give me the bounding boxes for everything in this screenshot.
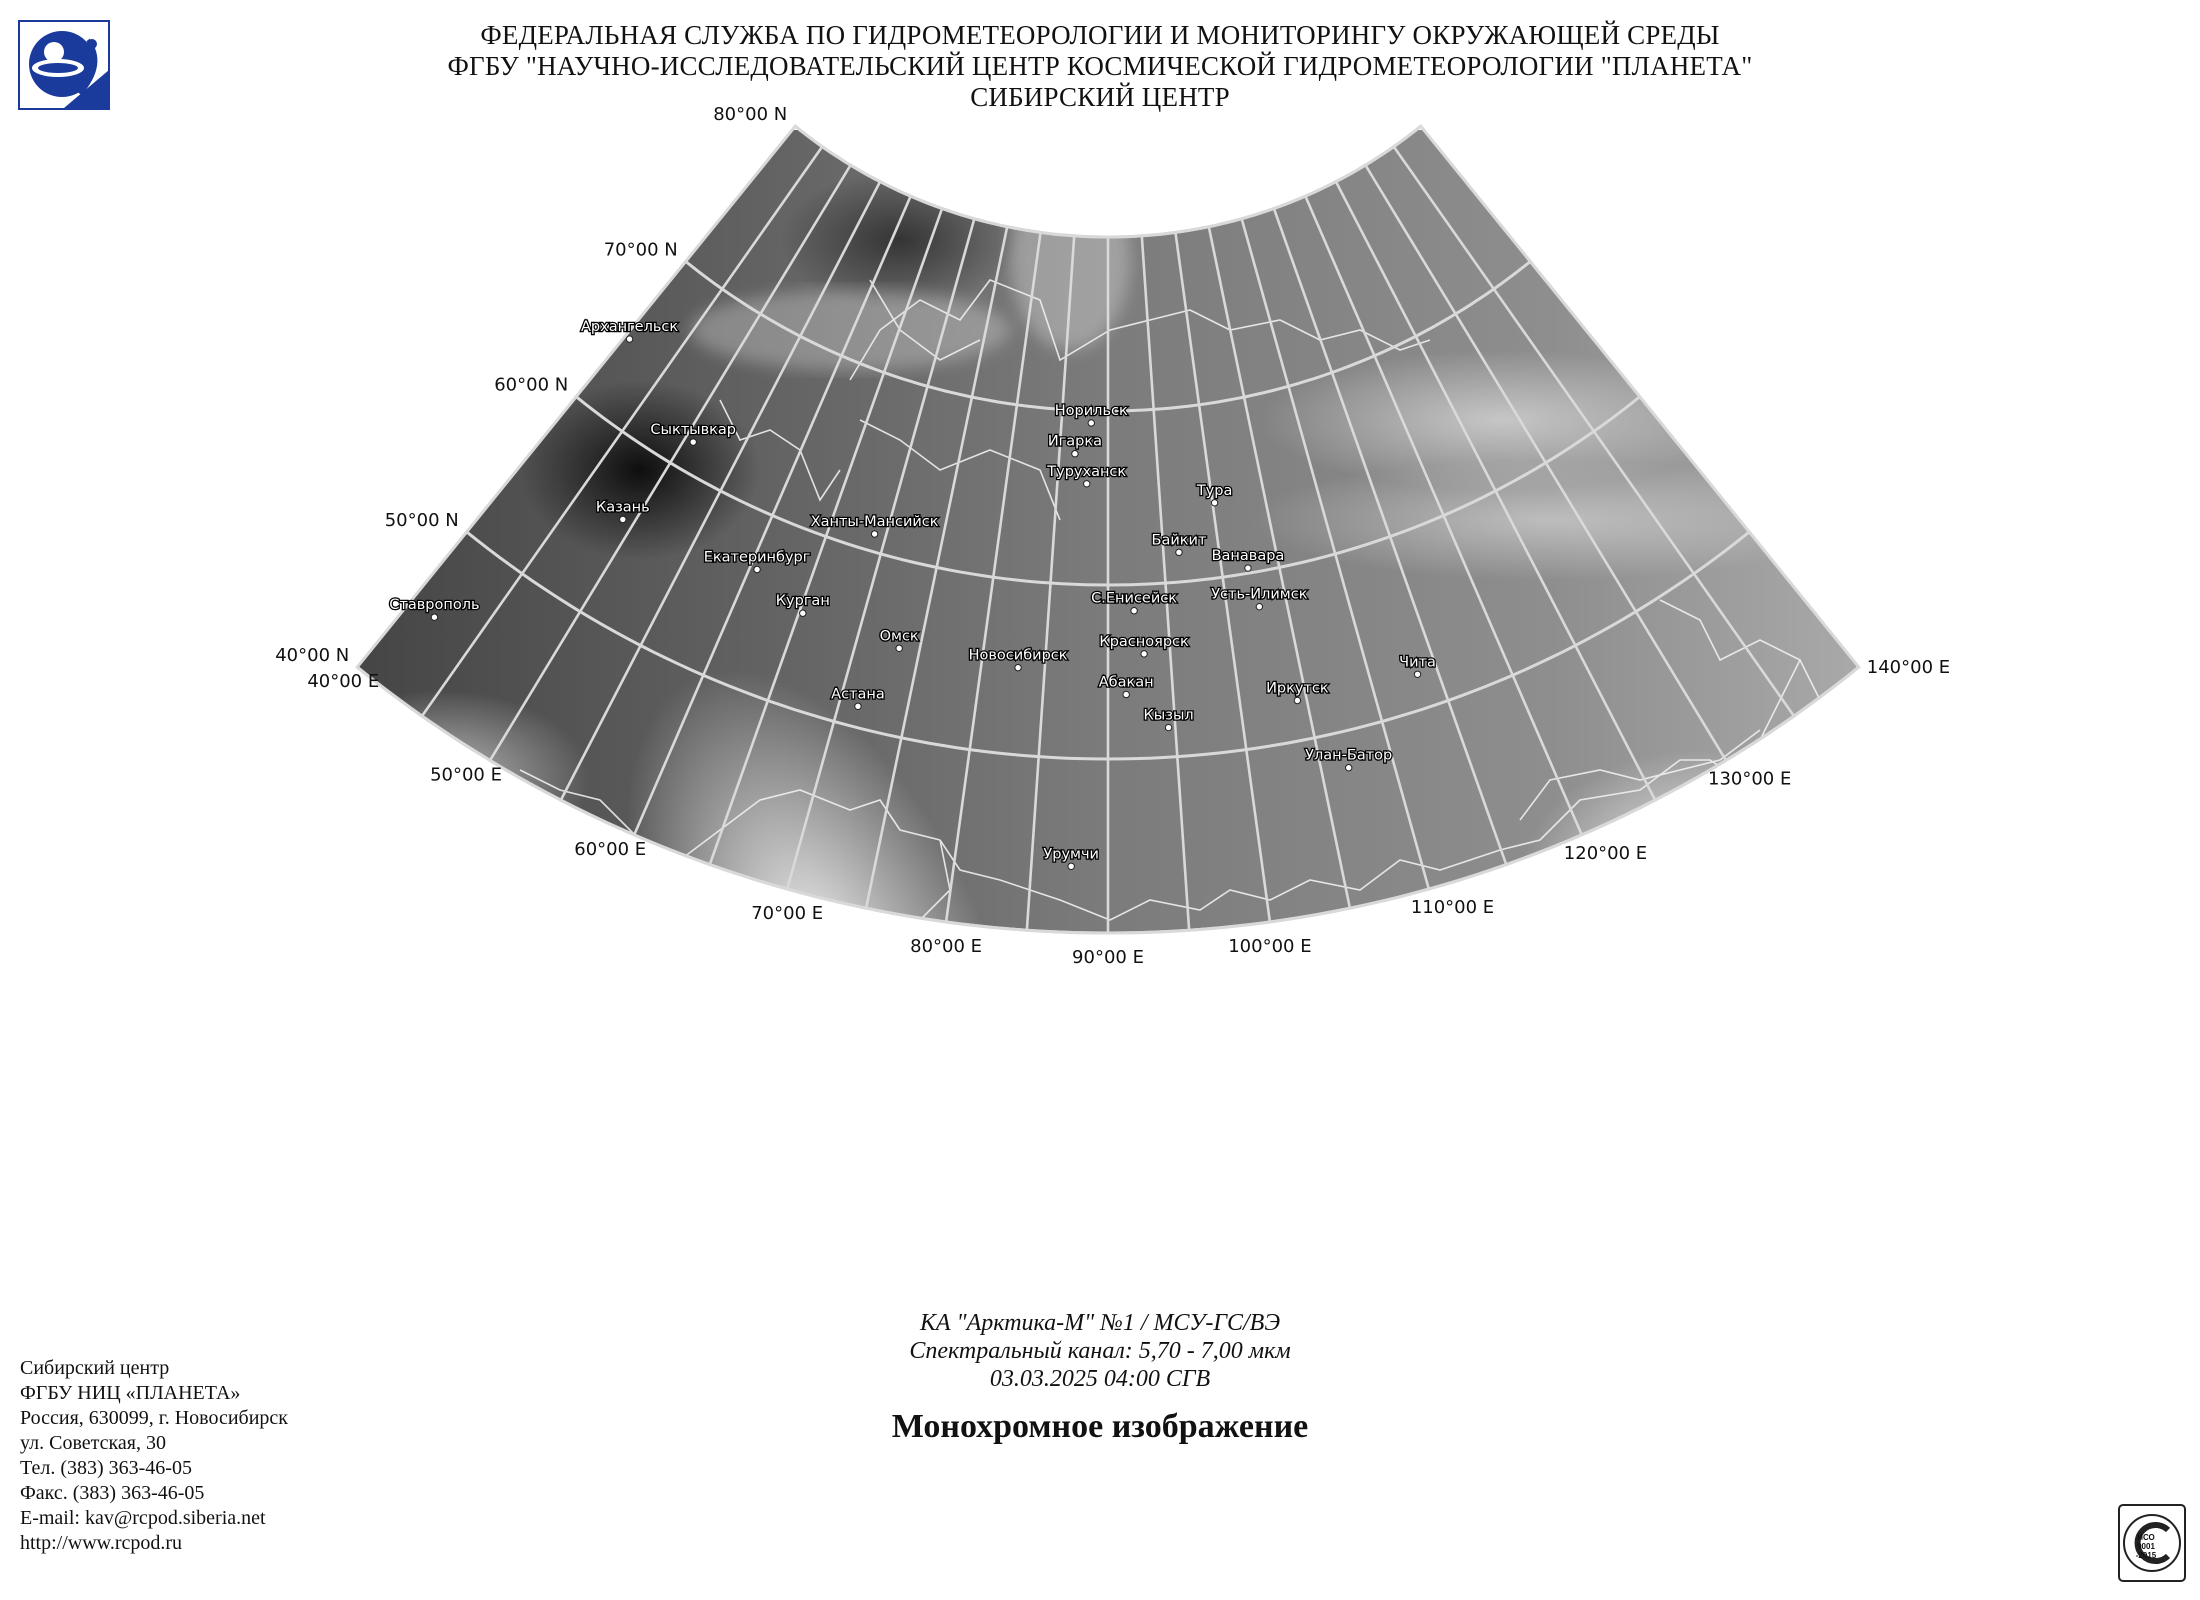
city-label: Екатеринбург [703,549,811,566]
longitude-label: 130°00 E [1708,768,1792,790]
latitude-label: 60°00 N [494,374,569,396]
city-dot-icon [1245,565,1251,571]
longitude-label: 40°00 E [307,671,380,693]
channel-caption: Спектральный канал: 5,70 - 7,00 мкм [909,1338,1291,1364]
datetime-caption: 03.03.2025 04:00 СГВ [989,1366,1211,1392]
city-dot-icon [1084,481,1090,487]
image-title: Монохромное изображение [891,1408,1309,1445]
city-dot-icon [1141,651,1147,657]
city-dot-icon [1294,697,1300,703]
city-label: Ставрополь [389,597,480,614]
city-dot-icon [1414,671,1420,677]
city-label: Архангельск [580,319,679,336]
longitude-label: 60°00 E [574,838,647,860]
city-dot-icon [431,614,437,620]
latitude-label: 70°00 N [603,239,678,261]
city-label: Ванавара [1211,548,1285,565]
svg-text:-2015: -2015 [2135,1551,2157,1560]
city-label: Омск [879,628,919,645]
city-label: Усть-Илимск [1211,586,1308,603]
city-label: Иркутск [1266,680,1329,697]
longitude-label: 100°00 E [1228,935,1312,957]
city-dot-icon [1123,691,1129,697]
contact-line: ул. Советская, 30 [20,1432,166,1454]
latitude-label: 40°00 N [275,645,350,667]
city-label: Абакан [1098,674,1154,691]
city-dot-icon [690,439,696,445]
city-label: Чита [1399,654,1436,671]
contact-line: Факс. (383) 363-46-05 [20,1482,205,1504]
city-label: Курган [775,593,830,610]
svg-text:ИСО: ИСО [2137,1533,2155,1542]
city-dot-icon [1015,664,1021,670]
city-dot-icon [1072,451,1078,457]
contact-block [20,1356,288,1556]
city-dot-icon [1088,420,1094,426]
city-label: Кызыл [1143,707,1194,724]
city-label: С.Енисейск [1091,590,1178,607]
city-label: Ханты-Мансийск [810,514,939,531]
longitude-label: 110°00 E [1410,897,1495,919]
city-dot-icon [1165,724,1171,730]
city-label: Урумчи [1043,846,1099,863]
longitude-label: 90°00 E [1072,947,1144,968]
imagery-layer [200,130,2000,1290]
city-label: Байкит [1151,532,1207,549]
iso-certification-icon [2118,1504,2186,1582]
city-dot-icon [1346,765,1352,771]
longitude-label: 70°00 E [751,903,824,925]
city-dot-icon [620,516,626,522]
city-label: Игарка [1047,433,1103,450]
header-line-2: ФГБУ "НАУЧНО-ИССЛЕДОВАТЕЛЬСКИЙ ЦЕНТР КОСМИЧЕСКОЙ ГИДРОМЕТЕОРОЛОГИИ "ПЛАНЕТА" [447,51,1753,81]
longitude-label: 50°00 E [430,764,502,786]
city-label: Красноярск [1099,633,1189,650]
latitude-label: 80°00 N [713,104,788,126]
city-dot-icon [800,610,806,616]
contact-website-link[interactable]: http://www.rcpod.ru [20,1532,183,1554]
header-line-1: ФЕДЕРАЛЬНАЯ СЛУЖБА ПО ГИДРОМЕТЕОРОЛОГИИ И МОНИТОРИНГУ ОКРУЖАЮЩЕЙ СРЕДЫ [480,20,1720,50]
city-label: Астана [831,686,885,703]
contact-line: Тел. (383) 363-46-05 [20,1457,192,1479]
city-dot-icon [1211,500,1217,506]
city-label: Туруханск [1047,463,1127,480]
city-dot-icon [1256,603,1262,609]
city-dot-icon [754,566,760,572]
city-dot-icon [626,336,632,342]
city-label: Сыктывкар [650,422,737,439]
city-label: Норильск [1054,402,1128,419]
city-dot-icon [1176,549,1182,555]
contact-line: Россия, 630099, г. Новосибирск [20,1407,289,1429]
city-label: Тура [1196,482,1233,499]
longitude-label: 80°00 E [910,935,983,957]
city-dot-icon [855,703,861,709]
contact-email[interactable]: E-mail: kav@rcpod.siberia.net [20,1507,266,1529]
contact-line: Сибирский центр [20,1357,170,1379]
satellite-caption: КА "Арктика-М" №1 / МСУ-ГС/ВЭ [919,1310,1281,1336]
city-label: Казань [595,499,650,516]
longitude-label: 140°00 E [1866,657,1951,679]
longitude-label: 120°00 E [1563,842,1648,864]
city-label: Новосибирск [968,647,1068,664]
city-dot-icon [1068,863,1074,869]
contact-line: ФГБУ НИЦ «ПЛАНЕТА» [20,1382,241,1404]
city-dot-icon [1131,608,1137,614]
city-dot-icon [896,645,902,651]
city-label: Улан-Батор [1305,747,1393,764]
latitude-label: 50°00 N [384,509,459,531]
header-line-3: СИБИРСКИЙ ЦЕНТР [970,82,1230,112]
city-dot-icon [871,531,877,537]
svg-text:9001: 9001 [2137,1542,2155,1551]
